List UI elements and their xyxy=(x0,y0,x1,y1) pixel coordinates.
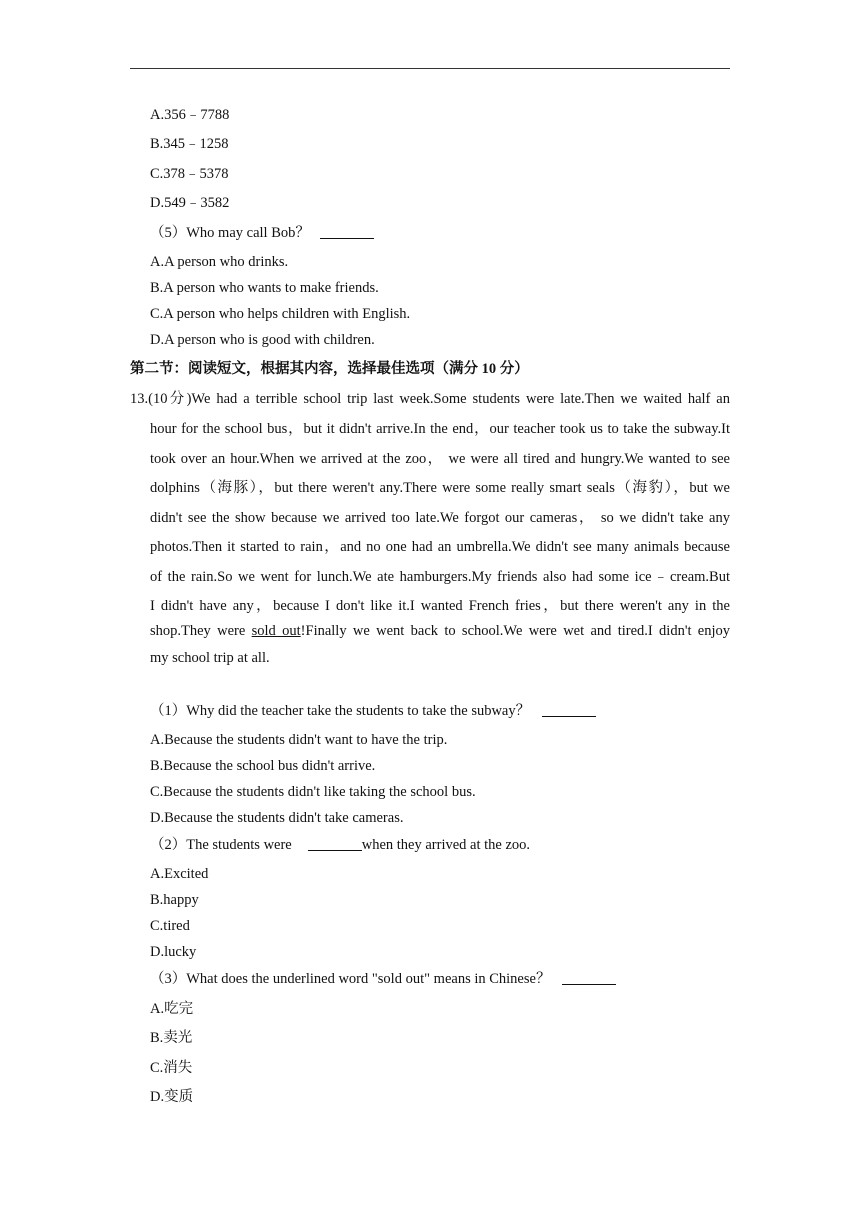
question-5-text: （5）Who may call Bob？ xyxy=(150,225,310,241)
answer-blank xyxy=(562,970,616,985)
sq1-option-b: B.Because the school bus didn't arrive. xyxy=(150,758,376,774)
sub-question-3: （3）What does the underlined word "sold out" means in Chinese？ xyxy=(150,970,616,988)
prev-option-d: D.549﹣3582 xyxy=(150,195,230,211)
section-heading: 第二节：阅读短文，根据其内容，选择最佳选项（满分 10 分） xyxy=(130,361,529,377)
header-rule xyxy=(130,68,730,69)
sq2-option-a: A.Excited xyxy=(150,866,209,882)
q5-option-a: A.A person who drinks. xyxy=(150,254,289,270)
q5-option-d: D.A person who is good with children. xyxy=(150,332,375,348)
passage-line-3: took over an hour.When we arrived at the zoo， we were all tired and hungry.We wanted to see xyxy=(150,451,730,467)
sq1-option-d: D.Because the students didn't take cameras. xyxy=(150,810,404,826)
sq2-option-c: C.tired xyxy=(150,918,190,934)
question-score: (10分) xyxy=(148,391,192,407)
passage-line-7: of the rain.So we went for lunch.We ate hamburgers.My friends also had some ice﹣cream.But xyxy=(150,569,730,585)
passage-line-2: hour for the school bus，but it didn't arrive.In the end，our teacher took us to take the subway.It xyxy=(150,421,730,437)
passage-line-8: I didn't have any，because I don't like it.I wanted French fries，but there weren't any in the xyxy=(150,598,730,614)
passage-line-4: dolphins（海豚），but there weren't any.There were some really smart seals（海豹），but we xyxy=(150,480,730,496)
q5-option-b: B.A person who wants to make friends. xyxy=(150,280,379,296)
passage-line-9: shop.They were sold out!Finally we went back to school.We were wet and tired.I didn't enjoy xyxy=(150,623,731,639)
answer-blank xyxy=(542,702,596,717)
sq3-option-a: A.吃完 xyxy=(150,1001,194,1017)
sub-question-1: （1）Why did the teacher take the students to take the subway？ xyxy=(150,702,596,720)
sq1-option-a: A.Because the students didn't want to have the trip. xyxy=(150,732,448,748)
sq3-option-d: D.变质 xyxy=(150,1089,194,1105)
question-number: 13. xyxy=(130,391,149,407)
answer-blank xyxy=(308,836,362,851)
question-5 xyxy=(150,224,374,242)
passage-line-6: photos.Then it started to rain，and no one had an umbrella.We didn't see many animals because xyxy=(150,539,730,555)
prev-option-a: A.356﹣7788 xyxy=(150,107,230,123)
answer-blank xyxy=(320,224,374,239)
sq2-option-d: D.lucky xyxy=(150,944,197,960)
sub-question-2: （2）The students were when they arrived at the zoo. xyxy=(150,837,531,853)
sq3-option-c: C.消失 xyxy=(150,1060,193,1076)
sq1-option-c: C.Because the students didn't like taking the school bus. xyxy=(150,784,476,800)
passage-line-10: my school trip at all. xyxy=(150,650,270,666)
passage-line-5: didn't see the show because we arrived too late.We forgot our cameras， so we didn't take any xyxy=(150,510,730,526)
prev-option-c: C.378﹣5378 xyxy=(150,166,229,182)
q5-option-c: C.A person who helps children with English. xyxy=(150,306,411,322)
sq3-option-b: B.卖光 xyxy=(150,1030,193,1046)
passage-line-1: 13.(10分)We had a terrible school trip last week.Some students were late.Then we waited half an xyxy=(130,391,730,407)
prev-option-b: B.345﹣1258 xyxy=(150,136,229,152)
underlined-phrase: sold out xyxy=(251,623,301,639)
sq2-option-b: B.happy xyxy=(150,892,199,908)
